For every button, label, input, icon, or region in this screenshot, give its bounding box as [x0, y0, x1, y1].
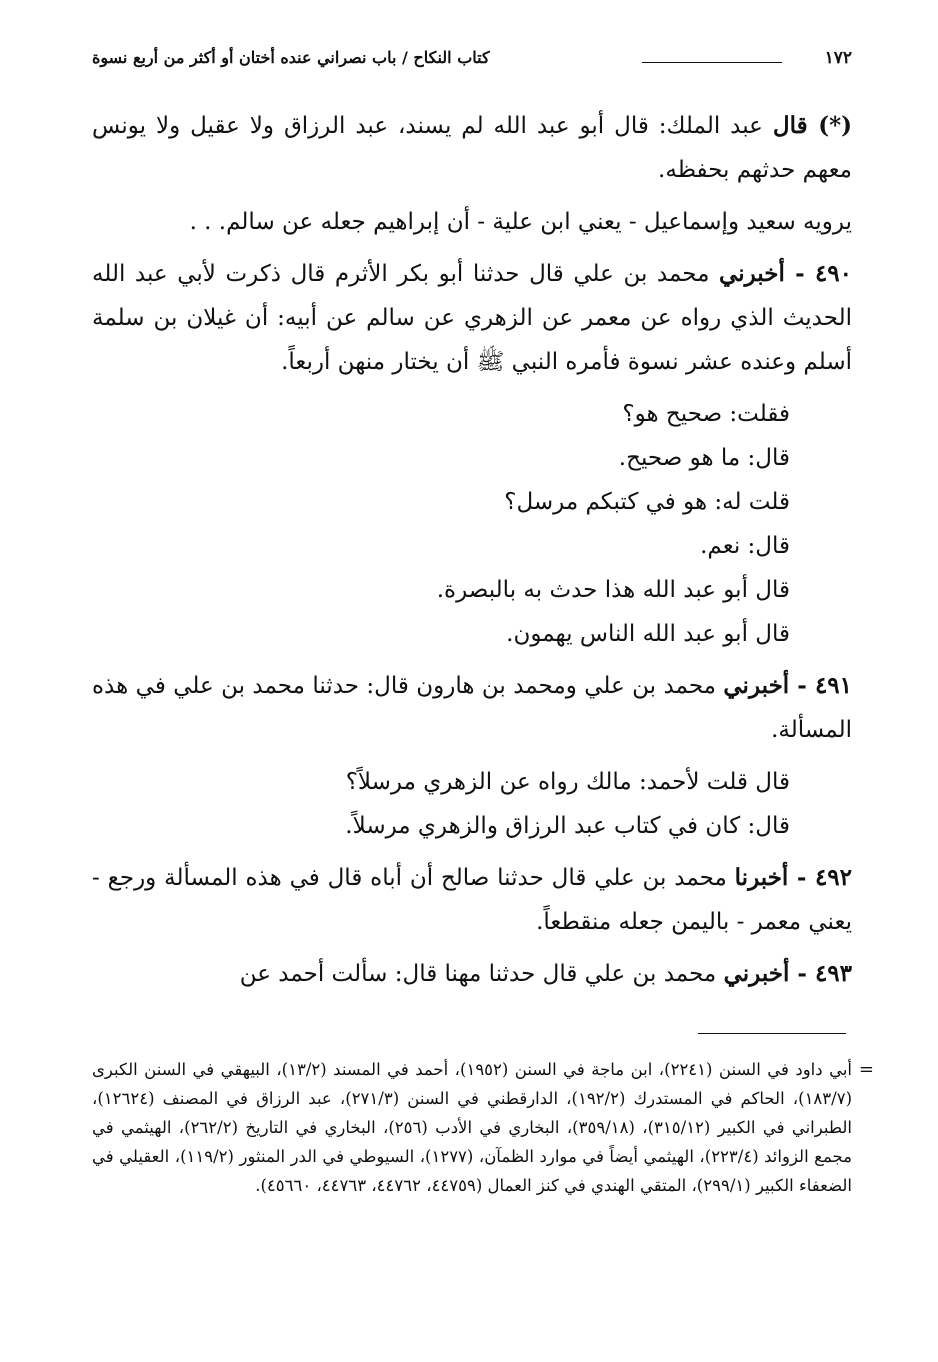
page-number: ١٧٢ [824, 48, 852, 68]
narration-text: محمد بن علي قال حدثنا مهنا قال: سألت أحمد عن [239, 961, 717, 987]
footnotes [92, 1055, 874, 1200]
paragraph [92, 200, 852, 244]
dialogue-491 [92, 760, 852, 848]
narration-text: محمد بن علي ومحمد بن هارون قال: حدثنا محمد بن علي في هذه المسألة. [92, 673, 852, 743]
narration-number: ٤٩٣ - أخبرني [723, 960, 852, 987]
dialogue-line: قال: كان في كتاب عبد الرزاق والزهري مرسلاً. [345, 813, 790, 839]
running-header [92, 40, 852, 74]
main-text [92, 104, 852, 996]
running-title: كتاب النكاح / باب نصراني عنده أختان أو أكثر من أربع نسوة [92, 48, 490, 67]
dialogue-line: قال قلت لأحمد: مالك رواه عن الزهري مرسلاً؟ [345, 769, 790, 795]
dialogue-line: قال: نعم. [700, 533, 790, 559]
book-page [92, 40, 852, 1004]
narration-492 [92, 856, 852, 944]
narration-491 [92, 664, 852, 752]
footnote-continuation-mark: = [858, 1059, 874, 1080]
dialogue-line: قال أبو عبد الله الناس يهمون. [506, 621, 790, 647]
narration-number: ٤٩١ - أخبرني [723, 672, 852, 699]
narration-490 [92, 252, 852, 384]
paragraph-text: عبد الملك: قال أبو عبد الله لم يسند، عبد الرزاق ولا عقيل ولا يونس معهم حدثهم بحفظه. [92, 113, 852, 183]
dialogue-line: فقلت: صحيح هو؟ [622, 401, 790, 427]
dialogue-line: قلت له: هو في كتبكم مرسل؟ [504, 489, 790, 515]
paragraph-lead: (*) قال [772, 112, 853, 139]
narration-text: محمد بن علي قال حدثنا أبو بكر الأثرم قال ذكرت لأبي عبد الله الحديث الذي رواه عن معمر عن الزهري عن سالم عن أبيه: أن غيلان بن سلمة أسلم وعنده عشر نسوة فأمره النبي ﷺ أن يختار منهن أربعاً. [92, 261, 852, 375]
narration-text: محمد بن علي قال حدثنا صالح أن أباه قال في هذه المسألة ورجع - يعني معمر - باليمن جعله منقطعاً. [92, 865, 852, 935]
narration-number: ٤٩٠ - أخبرني [719, 260, 852, 287]
dialogue-line: قال أبو عبد الله هذا حدث به بالبصرة. [436, 577, 790, 603]
paragraph-text: يرويه سعيد وإسماعيل - يعني ابن علية - أن إبراهيم جعله عن سالم. . . [189, 209, 852, 235]
narration-493 [92, 952, 852, 996]
narration-number: ٤٩٢ - أخبرنا [734, 864, 852, 891]
header-rule [642, 62, 782, 63]
footnote-rule [698, 1033, 846, 1034]
dialogue-line: قال: ما هو صحيح. [618, 445, 790, 471]
dialogue-490 [92, 392, 852, 656]
footnote-text: أبي داود في السنن (٢٢٤١)، ابن ماجة في السنن (١٩٥٢)، أحمد في المسند (١٣/٢)، البيهقي في السنن الكبرى (١٨٣/٧)، الحاكم في المستدرك (١٩٢/٢)، الدارقطني في السنن (٢٧١/٣)، عبد الرزاق في المصنف (١٢٦٢٤)، الطبراني في الكبير (٣١٥/١٢)، (٣٥٩/١٨)، البخاري في الأدب (٢٥٦)، البخاري في التاريخ (٢٦٢/٢)، الهيثمي في مجمع الزوائد (٢٢٣/٤)، الهيثمي أيضاً في موارد الظمآن، (١٢٧٧)، السيوطي في الدر المنثور (١١٩/٢)، العقيلي في الضعفاء الكبير (٢٩٩/١)، المتقي الهندي في كنز العمال (٤٤٧٥٩، ٤٤٧٦٢، ٤٤٧٦٣، ٤٥٦٦٠). [92, 1060, 853, 1195]
paragraph-note [92, 104, 852, 192]
